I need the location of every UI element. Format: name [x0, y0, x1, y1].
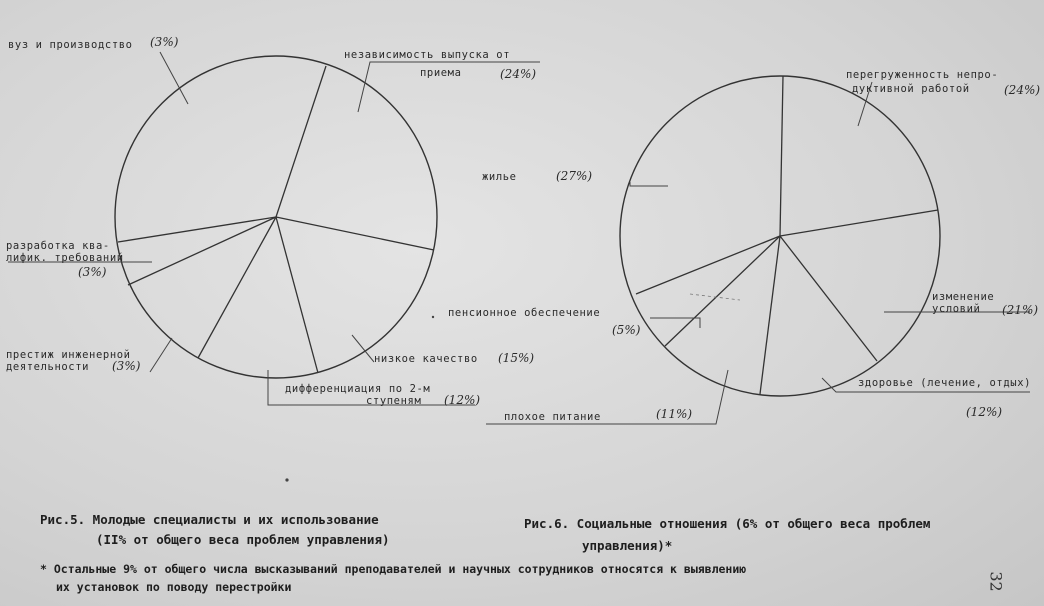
- label-nezavisimost-2: приема: [420, 67, 462, 79]
- label-razrabotka-1: разработка ква-: [6, 240, 110, 252]
- label-zdorovye: здоровье (лечение, отдых): [858, 377, 1032, 389]
- pct-peregruzh: (24%): [1004, 83, 1041, 97]
- pie1-divider: [118, 217, 276, 242]
- label-peregruzh-1: перегруженность непро-: [846, 69, 999, 81]
- fig6-caption-line1: Рис.6. Социальные отношения (6% от общего веса проблем: [524, 516, 931, 531]
- pct-prestizh: (3%): [112, 359, 141, 373]
- leader-line: [160, 52, 188, 104]
- page-number: 32: [986, 571, 1006, 592]
- fig6-caption-line2: управления)*: [582, 538, 673, 553]
- label-plokhoe: плохое питание: [504, 411, 601, 423]
- pct-razrabotka: (3%): [78, 265, 107, 279]
- label-prestizh-1: престиж инженерной: [6, 349, 131, 361]
- label-vuz: вуз и производство: [8, 39, 133, 51]
- pct-izmenenie: (21%): [1002, 303, 1039, 317]
- stray-mark: [690, 294, 740, 300]
- pie1-divider: [198, 217, 276, 358]
- pie2-divider: [780, 76, 783, 236]
- pie1-divider: [276, 217, 318, 373]
- pct-pensionnoe: (5%): [612, 323, 641, 337]
- pct-plokhoe: (11%): [656, 407, 693, 421]
- label-diff-2: ступеням: [366, 395, 422, 407]
- label-nezavisimost-1: независимость выпуска от: [344, 49, 511, 61]
- label-razrabotka-2: лифик. требований: [6, 252, 124, 264]
- fig5-caption-line2: (II% от общего веса проблем управления): [96, 532, 390, 547]
- label-pensionnoe: пенсионное обеспечение: [448, 307, 601, 319]
- pct-nezavisimost: (24%): [500, 67, 537, 81]
- pie1-divider: [276, 66, 326, 217]
- pie2-divider: [760, 236, 780, 394]
- pct-zdorovye: (12%): [966, 405, 1003, 419]
- label-izmenenie-1: изменение: [932, 291, 995, 303]
- speck-mark: [285, 478, 288, 481]
- pct-zhilye: (27%): [556, 169, 593, 183]
- footnote-line2: их установок по поводу перестройки: [56, 580, 292, 594]
- pie-chart-young-specialists: [6, 35, 540, 407]
- leader-line: [352, 335, 374, 362]
- pct-diff: (12%): [444, 393, 481, 407]
- label-zhilye: жилье: [482, 171, 517, 183]
- pie2-divider: [665, 236, 780, 346]
- pct-vuz: (3%): [150, 35, 179, 49]
- label-prestizh-2: деятельности: [6, 361, 90, 373]
- leader-line: [150, 338, 172, 372]
- leader-line: [630, 182, 668, 186]
- pie2-divider: [780, 236, 877, 361]
- footnote-line1: * Остальные 9% от общего числа высказываний преподавателей и научных сотрудников относятся к выявлению: [40, 562, 747, 576]
- pie1-divider: [276, 217, 434, 250]
- label-peregruzh-2: дуктивной работой: [852, 83, 970, 95]
- speck-mark: [432, 316, 434, 318]
- label-diff-1: дифференциация по 2-м: [285, 383, 431, 395]
- pie2-divider: [780, 210, 938, 236]
- pie1-divider: [128, 217, 276, 285]
- label-nizkoe: низкое качество: [374, 353, 478, 365]
- fig5-caption-line1: Рис.5. Молодые специалисты и их использование: [40, 512, 379, 527]
- pct-nizkoe: (15%): [498, 351, 535, 365]
- pie-chart-social-relations: [448, 69, 1040, 424]
- label-izmenenie-2: условий: [932, 303, 981, 315]
- pie2-divider: [636, 236, 780, 294]
